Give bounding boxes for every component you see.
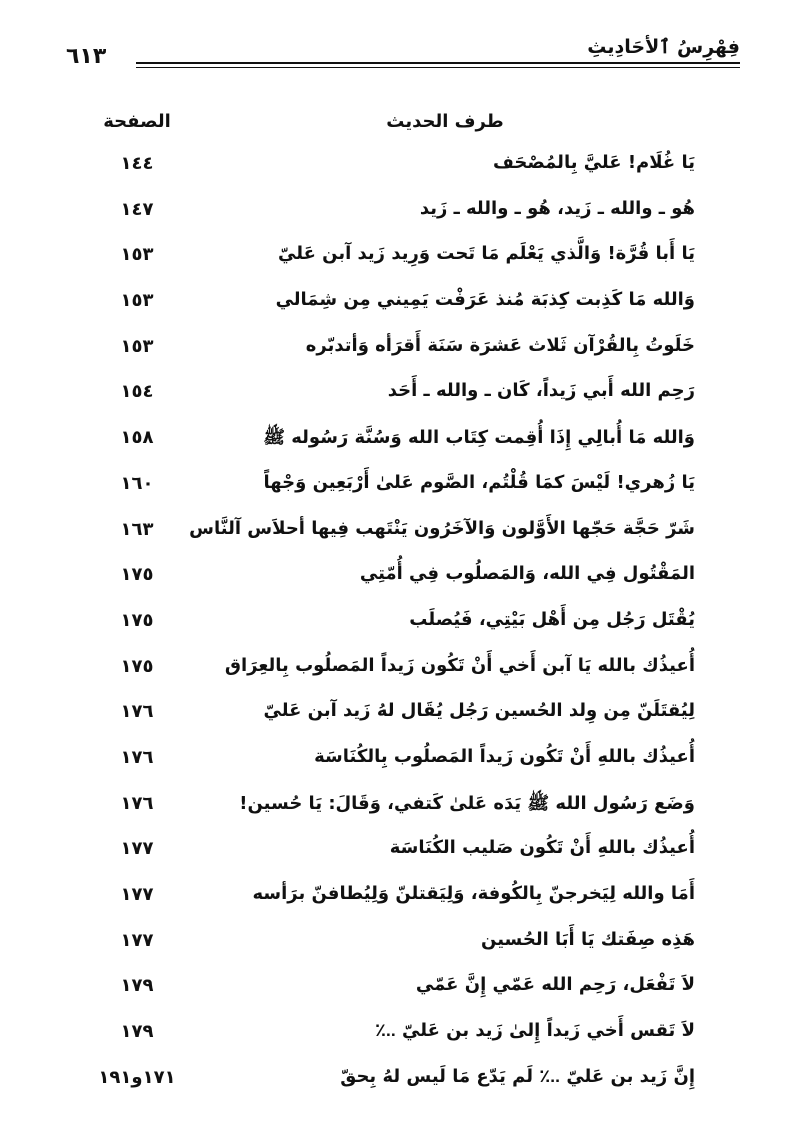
- page-ref: ١٧٦: [120, 701, 154, 723]
- hadith-text: هُو ـ والله ـ زَيد، هُو ـ والله ـ زَيد: [419, 197, 695, 219]
- table-row: [0, 691, 800, 737]
- page-ref: ١٧٧: [120, 838, 154, 860]
- column-header-page: الصفحة: [103, 111, 171, 132]
- hadith-text: لاَ تَقس أَخي زَيداً إِلىٰ زَيد بن عَليّ ؊: [374, 1020, 695, 1042]
- page-ref: ١٥٣: [120, 335, 154, 357]
- hadith-text: شَرّ حَجَّة حَجّها الأَوَّلون وَالآخَرُون يَنْتَهب فِيها أحلاَس آلنَّاس: [189, 517, 695, 539]
- table-row: [0, 1057, 800, 1103]
- hadith-text: أُعيذُك باللهِ أَنْ تَكُون صَليب الكُنَاسَة: [389, 837, 695, 859]
- table-row: [0, 828, 800, 874]
- hadith-text: لاَ تَفْعَل، رَحِم الله عَمّي إِنَّ عَمّي: [415, 974, 695, 996]
- page-ref: ١٧١و١٩١: [98, 1066, 176, 1088]
- page-ref: ١٧٥: [120, 609, 154, 631]
- page-ref: ١٧٦: [120, 792, 154, 814]
- table-row: [0, 143, 800, 189]
- page-ref: ١٥٨: [120, 427, 154, 449]
- hadith-text: وَالله مَا أُبالِي إِذَا أُقِمت كِتَاب الله وَسُنَّة رَسُوله ﷺ: [263, 427, 695, 449]
- table-row: [0, 189, 800, 235]
- table-row: [0, 783, 800, 829]
- page-ref: ١٧٩: [120, 1021, 154, 1043]
- header-rule-thin: [136, 67, 740, 68]
- table-row: [0, 965, 800, 1011]
- table-row: [0, 280, 800, 326]
- page-ref: ١٤٧: [120, 198, 154, 220]
- hadith-text: هَذِه صِفَتك يَا أَبَا الحُسين: [481, 928, 695, 950]
- hadith-text: يَا غُلَام! عَليَّ بِالمُصْحَف: [492, 152, 695, 173]
- page-ref: ١٥٣: [120, 290, 154, 312]
- page-number: ٦١٣: [66, 44, 107, 69]
- hadith-text: رَحِم الله أَبي زَيداً، كَان ـ والله ـ أَحَد: [387, 380, 695, 402]
- hadith-text: يَا أَبا قُرَّة! وَالَّذي يَعْلَم مَا تَحت وَرِيد زَيد آبن عَليّ: [278, 243, 695, 265]
- page-ref: ١٧٧: [120, 929, 154, 951]
- page-ref: ١٧٥: [120, 564, 154, 586]
- hadith-text: يُقْتَل رَجُل مِن أَهْل بَيْتِي، فَيُصلَب: [409, 608, 695, 630]
- hadith-text: إِنَّ زَيد بن عَليّ ؊ لَم يَدّع مَا لَيس لهُ بِحقّ: [340, 1065, 695, 1087]
- table-row: [0, 1011, 800, 1057]
- hadith-text: المَقْتُول فِي الله، وَالمَصلُوب فِي أُمّتِي: [359, 563, 695, 585]
- page-ref: ١٧٩: [120, 975, 154, 997]
- page-header: [62, 36, 740, 68]
- hadith-text: أُعيذُك بالله يَا آبن أَخي أَنْ تَكُون زَيداً المَصلُوب بِالعِرَاق: [224, 654, 695, 676]
- running-title: فِهْرِسُ ٱلأحَادِيثِ: [587, 36, 740, 58]
- page-ref: ١٤٤: [120, 153, 154, 174]
- table-row: [0, 326, 800, 372]
- table-row: [0, 737, 800, 783]
- header-rule: [136, 62, 740, 64]
- table-row: [0, 417, 800, 463]
- hadith-text: وَالله مَا كَذِبت كِذبَة مُنذ عَرَفْت يَمِيني مِن شِمَالي: [275, 289, 695, 311]
- hadith-text: يَا زُهري! لَيْسَ كمَا قُلْتُم، الصَّوم عَلىٰ أَرْبَعِين وَجْهاً: [263, 471, 695, 493]
- table-row: [0, 234, 800, 280]
- hadith-text: لِيُقتَلَنّ مِن وِلد الحُسين رَجُل يُقَال لهُ زَيد آبن عَليّ: [263, 700, 695, 722]
- page-ref: ١٧٦: [120, 746, 154, 768]
- page-ref: ١٥٤: [120, 381, 154, 403]
- table-row: [0, 646, 800, 692]
- table-row: [0, 920, 800, 966]
- table-row: [0, 874, 800, 920]
- table-row: [0, 371, 800, 417]
- page-ref: ١٦٣: [120, 518, 154, 540]
- table-row: [0, 509, 800, 555]
- table-row: [0, 463, 800, 509]
- page-ref: ١٥٣: [120, 244, 154, 266]
- index-table: [0, 143, 800, 1102]
- page-ref: ١٧٧: [120, 884, 154, 905]
- page-ref: ١٧٥: [120, 655, 154, 677]
- hadith-text: أَمَا والله لِيَخرجنّ بِالكُوفة، وَلِيَقتلنّ وَلِيُطافنّ برَأسه: [252, 883, 695, 904]
- hadith-text: وَضَع رَسُول الله ﷺ يَدَه عَلىٰ كَتفي، وَقَالَ: يَا حُسين!: [239, 792, 695, 814]
- page-ref: ١٦٠: [120, 472, 154, 494]
- table-row: [0, 600, 800, 646]
- hadith-text: أُعيذُك باللهِ أَنْ تَكُون زَيداً المَصلُوب بِالكُنَاسَة: [314, 745, 695, 767]
- table-row: [0, 554, 800, 600]
- column-header-hadith: طرف الحديث: [386, 111, 504, 132]
- hadith-text: خَلَوتُ بِالقُرْآن ثَلاث عَشرَة سَنَة أَقرَأه وَأتدبّره: [305, 334, 695, 356]
